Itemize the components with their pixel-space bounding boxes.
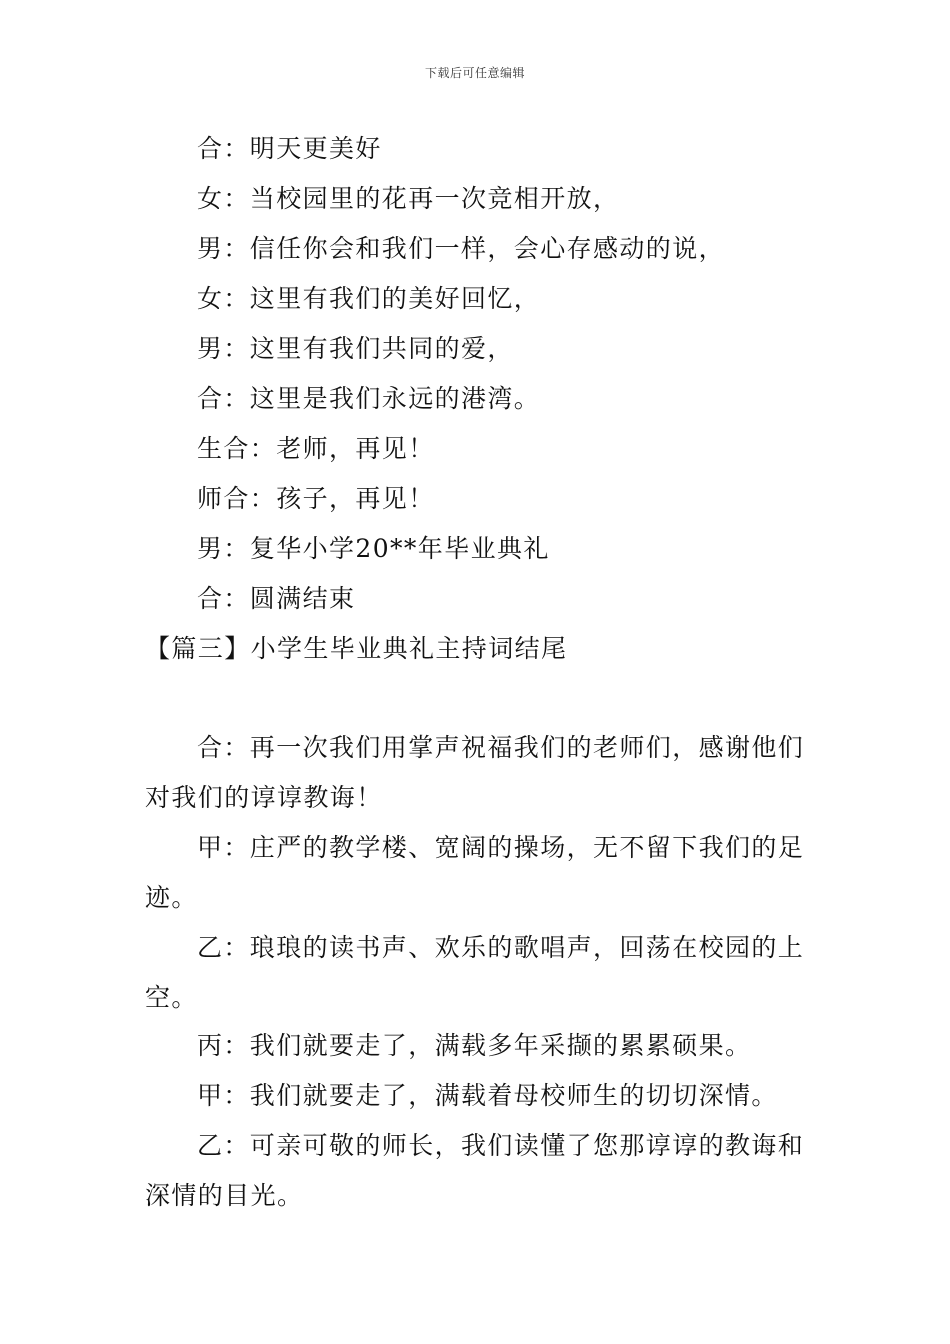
dialogue-line: 男：这里有我们共同的爱，	[197, 334, 514, 363]
section-heading: 【篇三】小学生毕业典礼主持词结尾	[145, 634, 568, 663]
paragraph-continuation: 深情的目光。	[145, 1181, 304, 1210]
paragraph-first-line: 乙：琅琅的读书声、欢乐的歌唱声，回荡在校园的上	[197, 933, 805, 962]
dialogue-line: 男：信任你会和我们一样，会心存感动的说，	[197, 234, 726, 263]
paragraph-first-line: 合：再一次我们用掌声祝福我们的老师们，感谢他们	[197, 733, 805, 762]
paragraph-continuation: 空。	[145, 983, 198, 1012]
paragraph-continuation: 对我们的谆谆教诲！	[145, 783, 383, 812]
paragraph-first-line: 乙：可亲可敬的师长，我们读懂了您那谆谆的教诲和	[197, 1131, 805, 1160]
dialogue-line: 合：这里是我们永远的港湾。	[197, 384, 541, 413]
paragraph-first-line: 丙：我们就要走了，满载多年采撷的累累硕果。	[197, 1031, 752, 1060]
page-header: 下载后可任意编辑	[424, 66, 525, 80]
dialogue-line: 师合：孩子，再见！	[197, 484, 435, 513]
dialogue-line: 合：圆满结束	[197, 584, 356, 613]
paragraph-first-line: 甲：我们就要走了，满载着母校师生的切切深情。	[197, 1081, 778, 1110]
dialogue-line: 合：明天更美好	[197, 134, 382, 163]
dialogue-line: 女：这里有我们的美好回忆，	[197, 284, 541, 313]
dialogue-line: 生合：老师，再见！	[197, 434, 435, 463]
paragraph-continuation: 迹。	[145, 883, 198, 912]
dialogue-line: 女：当校园里的花再一次竞相开放，	[197, 184, 620, 213]
dialogue-line: 男：复华小学20**年毕业典礼	[197, 534, 550, 563]
paragraph-first-line: 甲：庄严的教学楼、宽阔的操场，无不留下我们的足	[197, 833, 805, 862]
